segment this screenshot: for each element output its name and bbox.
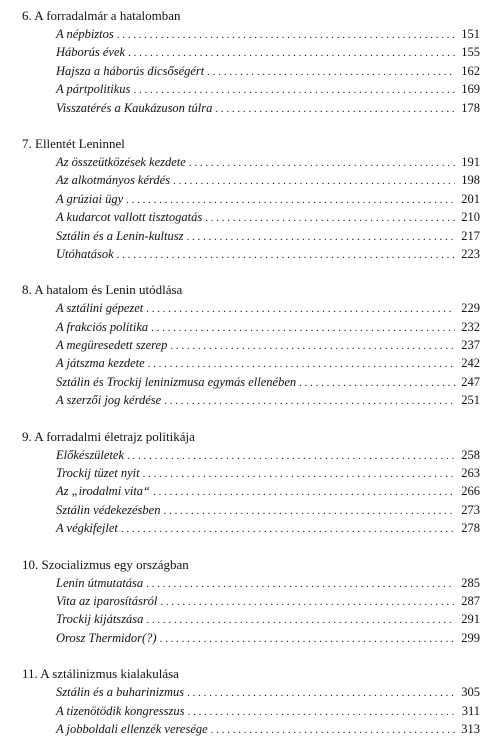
page-number: 162 — [461, 63, 480, 78]
dot-leader — [187, 703, 455, 721]
toc-entry[interactable] — [56, 519, 480, 537]
entry-title: Az „irodalmi vita“ — [56, 484, 150, 499]
page-number: 263 — [461, 466, 480, 481]
entry-title: Sztálin és a Lenin-kultusz — [56, 228, 184, 243]
entry-title: A pártpolitikus — [56, 82, 131, 97]
entry-title: A frakciós politika — [56, 319, 149, 334]
chapter-title: 9. A forradalmi életrajz politikája — [22, 428, 195, 444]
toc-entry[interactable] — [56, 171, 480, 189]
entry-title: A jobboldali ellenzék veresége — [56, 721, 208, 736]
chapter-title: 6. A forradalmár a hatalomban — [22, 8, 181, 23]
entry-title: A végkifejlet — [56, 521, 118, 536]
page-number: 247 — [461, 374, 480, 389]
page-number: 191 — [461, 154, 480, 169]
chapter-section — [22, 428, 480, 538]
dot-leader — [146, 611, 455, 629]
toc-entry[interactable] — [56, 208, 480, 226]
dot-leader — [151, 319, 455, 337]
toc-entry[interactable] — [56, 720, 480, 738]
toc-entry[interactable] — [56, 62, 480, 80]
entry-title: Háborús évek — [56, 45, 126, 60]
chapter-entries — [56, 299, 480, 409]
page-number: 151 — [461, 27, 480, 41]
toc-entry[interactable] — [56, 336, 480, 354]
dot-leader — [146, 300, 455, 318]
toc-entry[interactable] — [56, 227, 480, 245]
toc-entry[interactable] — [56, 702, 480, 720]
entry-title: Az összeütközések kezdete — [56, 154, 186, 169]
entry-title: A megüresedett szerep — [56, 338, 168, 353]
page-number: 273 — [461, 502, 480, 517]
page-number: 229 — [461, 301, 480, 316]
dot-leader — [160, 630, 455, 648]
entry-title: Lenin útmutatása — [56, 575, 144, 590]
toc-entry[interactable] — [56, 574, 480, 592]
chapter-section — [22, 281, 480, 409]
page-number: 217 — [461, 228, 480, 243]
page-number: 285 — [461, 575, 480, 590]
dot-leader — [117, 246, 455, 264]
chapter-section — [22, 135, 480, 263]
dot-leader — [205, 209, 455, 227]
dot-leader — [117, 26, 455, 44]
dot-leader — [148, 355, 455, 373]
entry-title: A játszma kezdete — [56, 356, 145, 371]
entry-title: Az alkotmányos kérdés — [56, 173, 171, 188]
dot-leader — [187, 684, 455, 702]
toc-entry[interactable] — [56, 153, 480, 171]
page-number: 278 — [461, 521, 480, 536]
toc-entry[interactable] — [56, 610, 480, 628]
dot-leader — [164, 392, 455, 410]
dot-leader — [173, 172, 455, 190]
page-number: 305 — [461, 685, 480, 700]
entry-title: Orosz Thermidor(?) — [56, 630, 157, 645]
chapter-entries — [56, 25, 480, 117]
chapter-entries — [56, 574, 480, 648]
toc-entry[interactable] — [56, 501, 480, 519]
entry-title: A kudarcot vallott tisztogatás — [56, 210, 203, 225]
dot-leader — [133, 81, 455, 99]
toc-entry[interactable] — [56, 299, 480, 317]
page-number: 201 — [461, 191, 480, 206]
page-number: 198 — [461, 173, 480, 188]
entry-title: Sztálin és a buharinizmus — [56, 685, 185, 700]
dot-leader — [128, 44, 455, 62]
page-number: 242 — [461, 356, 480, 371]
dot-leader — [160, 593, 455, 611]
chapter-entries — [56, 683, 480, 738]
page-number: 266 — [461, 484, 480, 499]
dot-leader — [211, 721, 455, 739]
table-of-contents — [22, 7, 480, 756]
chapter-section — [22, 556, 480, 648]
page-number: 223 — [461, 246, 480, 261]
entry-title: Előkészületek — [56, 447, 125, 462]
dot-leader — [121, 520, 455, 538]
dot-leader — [153, 483, 455, 501]
entry-title: Visszatérés a Kaukázuson túlra — [56, 100, 213, 115]
toc-entry[interactable] — [56, 318, 480, 336]
page-number: 258 — [461, 447, 480, 462]
chapter-entries — [56, 446, 480, 538]
dot-leader — [127, 447, 455, 465]
page-number: 169 — [461, 82, 480, 97]
entry-title: Vita az iparosításról — [56, 593, 158, 608]
toc-entry[interactable] — [56, 446, 480, 464]
toc-entry[interactable] — [56, 592, 480, 610]
toc-entry[interactable] — [56, 373, 480, 391]
dot-leader — [299, 374, 455, 392]
entry-title: Hajsza a háborús dicsőségért — [56, 63, 205, 78]
dot-leader — [189, 154, 455, 172]
toc-entry[interactable] — [56, 683, 480, 701]
entry-title: Utóhatások — [56, 246, 114, 261]
page-number: 237 — [461, 338, 480, 353]
chapter-section — [22, 665, 480, 738]
page-number: 232 — [461, 319, 480, 334]
page-number: 287 — [461, 593, 480, 608]
page-number: 210 — [461, 210, 480, 225]
entry-title: A népbiztos — [56, 27, 114, 41]
page-number: 155 — [461, 45, 480, 60]
dot-leader — [207, 63, 455, 81]
entry-title: Sztálin és Trockij leninizmusa egymás ellenében — [56, 374, 297, 389]
chapter-section — [22, 7, 480, 117]
dot-leader — [170, 337, 455, 355]
chapter-title: 11. A sztálinizmus kialakulása — [22, 666, 179, 682]
toc-entry[interactable] — [56, 629, 480, 647]
chapter-entries — [56, 153, 480, 263]
toc-entry[interactable] — [56, 25, 480, 43]
toc-entry[interactable] — [56, 391, 480, 409]
page-number: 251 — [461, 393, 480, 408]
toc-entry[interactable] — [56, 80, 480, 98]
entry-title: A tizenötödik kongresszus — [56, 703, 185, 718]
entry-title: Trockij kijátszása — [56, 612, 144, 627]
dot-leader — [163, 502, 455, 520]
chapter-title: 10. Szocializmus egy országban — [22, 556, 189, 572]
entry-title: Sztálin védekezésben — [56, 502, 161, 517]
toc-entry[interactable] — [56, 354, 480, 372]
toc-entry[interactable] — [56, 190, 480, 208]
dot-leader — [215, 100, 455, 118]
toc-entry[interactable] — [56, 245, 480, 263]
entry-title: A sztálini gépezet — [56, 301, 144, 316]
dot-leader — [143, 465, 455, 483]
page-number: 299 — [461, 630, 480, 645]
chapter-title: 8. A hatalom és Lenin utódlása — [22, 282, 183, 298]
toc-entry[interactable] — [56, 99, 480, 117]
page-number: 291 — [461, 612, 480, 627]
toc-entry[interactable] — [56, 43, 480, 61]
dot-leader — [146, 575, 455, 593]
entry-title: Trockij tüzet nyit — [56, 466, 140, 481]
page-number: 313 — [461, 721, 480, 736]
page-number: 311 — [461, 703, 480, 718]
dot-leader — [126, 191, 455, 209]
dot-leader — [186, 228, 455, 246]
chapter-title: 7. Ellentét Leninnel — [22, 135, 125, 151]
entry-title: A grúziai ügy — [56, 191, 124, 206]
entry-title: A szerzői jog kérdése — [56, 393, 162, 408]
toc-entry[interactable] — [56, 482, 480, 500]
page-number: 178 — [461, 100, 480, 115]
toc-entry[interactable] — [56, 464, 480, 482]
